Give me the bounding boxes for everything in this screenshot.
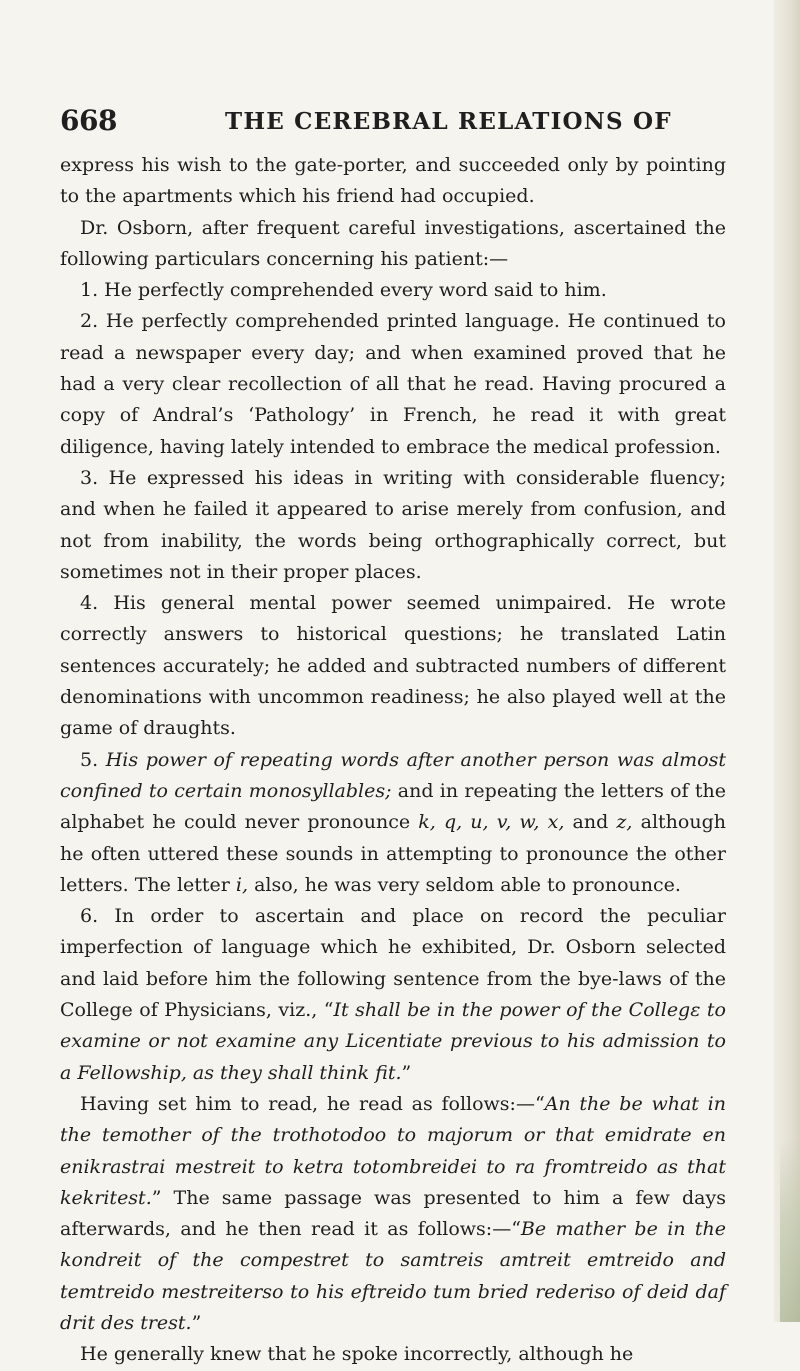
item-5-text-and: and	[564, 811, 617, 834]
reading-intro: Having set him to read, he read as follows:—“	[80, 1092, 545, 1115]
paragraph-final: He generally knew that he spoke incorrectly, although he	[80, 1343, 634, 1366]
item-5-heading: His power of repeating words after another person was almost confined to certain monosyllables;	[60, 748, 727, 802]
page-header	[60, 104, 740, 144]
reading-close-quote: ”	[191, 1311, 202, 1334]
item-5-text-cont: although he often uttered these sounds in attempting to pronounce the other letters. The letter	[60, 811, 726, 896]
item-5-number: 5.	[80, 748, 106, 771]
running-title: THE CEREBRAL RELATIONS OF	[225, 108, 672, 135]
page-edge-shadow	[774, 0, 800, 1322]
page-edge-stain	[780, 1140, 800, 1322]
item-6-text: 6. In order to ascertain and place on record the peculiar imperfection of language which he exhibited, Dr. Osborn selected and laid before him the following sentence from the bye-laws of the College of Physicians, viz., “	[60, 905, 726, 1022]
paragraph-reading	[60, 1089, 726, 1339]
item-5-letter-z: z,	[616, 811, 633, 834]
item-5-text-end: also, he was very seldom able to pronounce.	[248, 873, 681, 896]
item-5-letter-i: i,	[235, 873, 249, 896]
paragraph-item-6	[60, 901, 726, 1089]
paragraph-item-4: 4. His general mental power seemed unimpaired. He wrote correctly answers to historical questions; he translated Latin sentences accurately; he added and subtracted numbers of different denominations with uncommon readiness; he also played well at the game of draughts.	[60, 592, 726, 740]
item-5-text: and in repeating the letters of the alphabet he could never pronounce	[60, 779, 726, 834]
bye-law-quote: It shall be in the power of the Collegε to examine or not examine any Licentiate previous to his admission to a Fellowship, as they shall think fit.	[60, 999, 726, 1084]
paragraph-item-1: 1. He perfectly comprehended every word said to him.	[80, 279, 607, 302]
paragraph-item-3: 3. He expressed his ideas in writing with considerable fluency; and when he failed it appeared to arise merely from confusion, and not from inability, the words being orthographically correct, but sometimes not in their proper places.	[60, 466, 726, 583]
paragraph-continuation: express his wish to the gate-porter, and succeeded only by pointing to the apartments which his friend had occupied.	[60, 154, 726, 208]
body-text	[60, 150, 726, 1371]
paragraph-intro: Dr. Osborn, after frequent careful investigations, ascertained the following particulars concerning his patient:—	[60, 216, 726, 270]
page-number: 668	[60, 104, 117, 137]
second-reading-quote: Be mather be in the kondreit of the compestret to samtreis amtreit emtreido and temtreido mestreiterso to his eftreido tum bried rederiso of deid daf drit des trest.	[60, 1218, 726, 1334]
item-5-letters: k, q, u, v, w, x,	[418, 811, 565, 834]
item-6-close-quote: ”	[401, 1061, 412, 1084]
paragraph-item-2: 2. He perfectly comprehended printed language. He continued to read a newspaper every day; and when examined proved that he had a very clear recollection of all that he read. Having procured a copy of Andral’s ‘Pathology’ in French, he read it with great diligence, having lately intended to embrace the medical profession.	[60, 310, 726, 458]
paragraph-item-5	[60, 745, 726, 901]
first-reading-quote: An the be what in the temother of the trothotodoo to majorum or that emidrate en enikrastrai mestreit to ketra totombreidei to ra fromtreido as that kekritest.	[60, 1092, 726, 1209]
reading-middle: ” The same passage was presented to him a few days afterwards, and he then read it as follows:—“	[60, 1186, 726, 1241]
